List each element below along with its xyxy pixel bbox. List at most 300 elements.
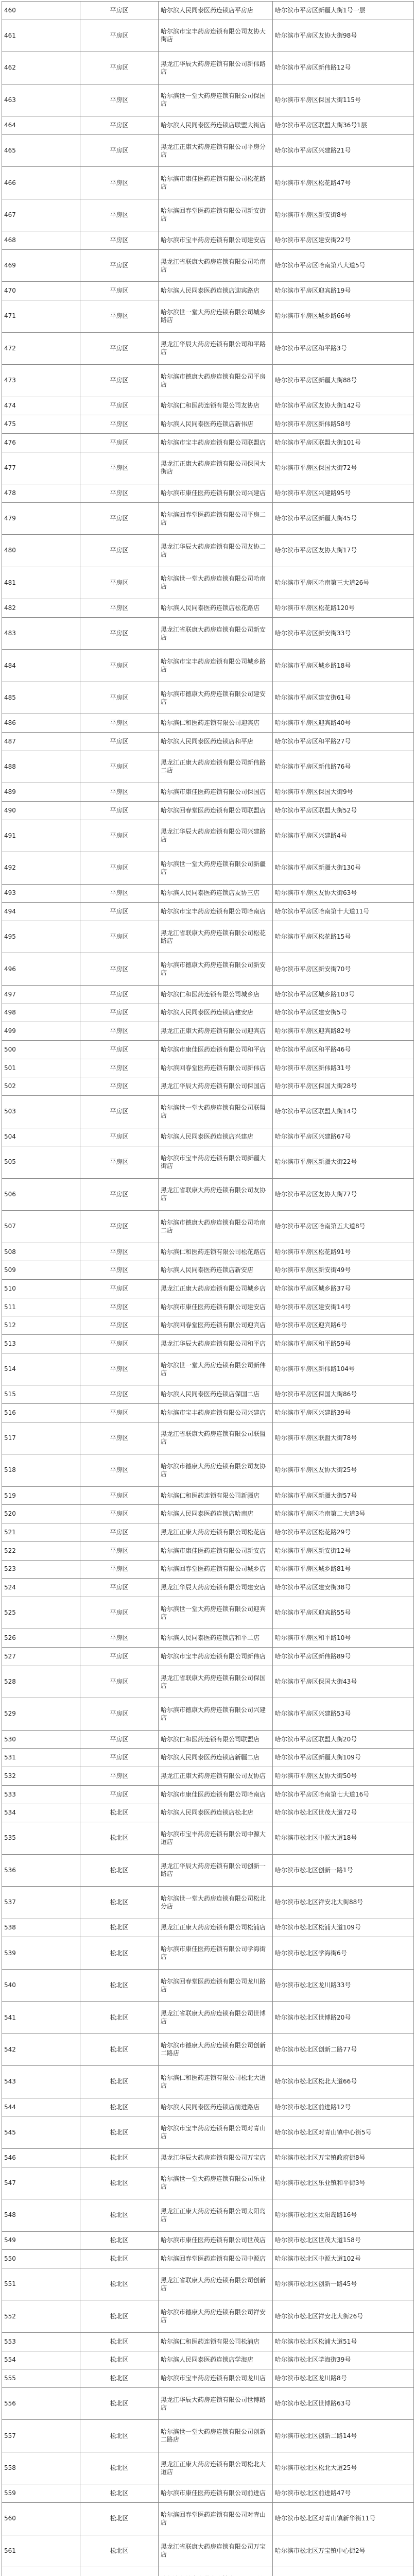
district: 平房区 bbox=[80, 921, 159, 953]
table-row bbox=[2, 714, 414, 733]
pharmacy-name: 哈尔滨回春堂医药连锁有限公司龙川路店 bbox=[159, 1969, 273, 2001]
pharmacy-address: 哈尔滨市平房区建安街14号 bbox=[273, 1298, 414, 1316]
table-row bbox=[2, 1422, 414, 1454]
pharmacy-name: 哈尔滨世一堂大药房连锁有限公司保国店 bbox=[159, 84, 273, 116]
table-row bbox=[2, 1648, 414, 1666]
table-row bbox=[2, 1523, 414, 1542]
row-number: 469 bbox=[2, 249, 80, 281]
pharmacy-address: 哈尔滨市平房区城乡路37号 bbox=[273, 1280, 414, 1298]
pharmacy-name: 黑龙江省联康大药房连锁有限公司万宝店 bbox=[159, 2535, 273, 2567]
pharmacy-address: 哈尔滨市平房区哈南第八大道5号 bbox=[273, 249, 414, 281]
table-row bbox=[2, 1178, 414, 1210]
pharmacy-name: 哈尔滨人民同泰医药连锁店松花路店 bbox=[159, 599, 273, 618]
pharmacy-name: 哈尔滨仁和医药连锁有限公司松浦店 bbox=[159, 2332, 273, 2351]
table-row bbox=[2, 903, 414, 921]
pharmacy-name: 哈尔滨人民同泰医药连锁店新伟店 bbox=[159, 415, 273, 434]
pharmacy-address: 哈尔滨市平房区友协大街63号 bbox=[273, 884, 414, 903]
row-number: 529 bbox=[2, 1698, 80, 1730]
pharmacy-address: 哈尔滨市松北区创新二路77号 bbox=[273, 2033, 414, 2065]
table-row bbox=[2, 2033, 414, 2065]
row-number: 472 bbox=[2, 332, 80, 364]
pharmacy-name: 哈尔滨回春堂医药连锁有限公司对青山店 bbox=[159, 2503, 273, 2535]
table-row bbox=[2, 1353, 414, 1385]
row-number: 481 bbox=[2, 567, 80, 599]
pharmacy-address: 哈尔滨市平房区新伟路104号 bbox=[273, 1353, 414, 1385]
pharmacy-address: 哈尔滨市平房区友协大街142号 bbox=[273, 397, 414, 415]
pharmacy-name: 黑龙江华辰大药房连锁有限公司和平路店 bbox=[159, 332, 273, 364]
pharmacy-address: 哈尔滨市平房区城乡路81号 bbox=[273, 1560, 414, 1579]
district: 松北区 bbox=[80, 1804, 159, 1822]
pharmacy-address: 哈尔滨市平房区友协大街98号 bbox=[273, 20, 414, 52]
pharmacy-address: 哈尔滨市平房区新安街33号 bbox=[273, 617, 414, 649]
table-row bbox=[2, 1730, 414, 1749]
pharmacy-address: 哈尔滨市平房区保国大街115号 bbox=[273, 84, 414, 116]
pharmacy-address: 哈尔滨市平房区和平路10号 bbox=[273, 1629, 414, 1648]
pharmacy-address: 哈尔滨市平房区迎宾路19号 bbox=[273, 282, 414, 300]
pharmacy-name: 哈尔滨市宝丰药房连锁有限公司联盟店 bbox=[159, 433, 273, 452]
row-number: 490 bbox=[2, 801, 80, 820]
pharmacy-address: 哈尔滨市平房区建安街22号 bbox=[273, 231, 414, 250]
row-number: 526 bbox=[2, 1629, 80, 1648]
district: 松北区 bbox=[80, 1969, 159, 2001]
pharmacy-address: 哈尔滨市平房区和平路59号 bbox=[273, 1335, 414, 1353]
district: 松北区 bbox=[80, 2066, 159, 2098]
pharmacy-name: 黑龙江正康大药房连锁有限公司保国大街店 bbox=[159, 452, 273, 484]
table-row bbox=[2, 1505, 414, 1523]
district: 平房区 bbox=[80, 1040, 159, 1059]
pharmacy-name: 黑龙江正康大药房连锁有限公司松北大道店 bbox=[159, 2452, 273, 2484]
row-number: 468 bbox=[2, 231, 80, 250]
pharmacy-name: 哈尔滨仁和医药连锁有限公司联盟店 bbox=[159, 1730, 273, 1749]
row-number: 527 bbox=[2, 1648, 80, 1666]
district: 平房区 bbox=[80, 1785, 159, 1804]
row-number: 550 bbox=[2, 2250, 80, 2268]
table-row bbox=[2, 1298, 414, 1316]
pharmacy-address: 哈尔滨市平房区保国大街43号 bbox=[273, 1666, 414, 1698]
row-number: 508 bbox=[2, 1243, 80, 1261]
table-row bbox=[2, 1560, 414, 1579]
table-row bbox=[2, 1454, 414, 1486]
row-number: 542 bbox=[2, 2033, 80, 2065]
pharmacy-address: 哈尔滨市松北区松浦大道51号 bbox=[273, 2332, 414, 2351]
row-number: 524 bbox=[2, 1579, 80, 1597]
table-row bbox=[2, 1335, 414, 1353]
pharmacy-address: 哈尔滨市平房区联盟大街36号1层 bbox=[273, 116, 414, 135]
pharmacy-name: 黑龙江省联康大药房连锁有限公司世博店 bbox=[159, 2002, 273, 2033]
pharmacy-name: 哈尔滨世一堂大药房连锁有限公司松北分店 bbox=[159, 1887, 273, 1919]
pharmacy-name: 哈尔滨市康佳医药连锁有限公司保国店 bbox=[159, 783, 273, 802]
row-number: 480 bbox=[2, 535, 80, 567]
row-number: 547 bbox=[2, 2167, 80, 2199]
row-number: 541 bbox=[2, 2002, 80, 2033]
row-number: 522 bbox=[2, 1541, 80, 1560]
pharmacy-address: 哈尔滨市平房区建安街5号 bbox=[273, 1004, 414, 1022]
pharmacy-address: 哈尔滨市平房区联盟大街14号 bbox=[273, 1096, 414, 1128]
table-row bbox=[2, 2250, 414, 2268]
row-number: 528 bbox=[2, 1666, 80, 1698]
district: 平房区 bbox=[80, 535, 159, 567]
district: 松北区 bbox=[80, 1822, 159, 1854]
district: 松北区 bbox=[80, 2369, 159, 2388]
table-row bbox=[2, 199, 414, 231]
table-row bbox=[2, 1887, 414, 1919]
table-row bbox=[2, 1969, 414, 2001]
district: 平房区 bbox=[80, 1541, 159, 1560]
row-number: 482 bbox=[2, 599, 80, 618]
district: 松北区 bbox=[80, 2116, 159, 2148]
row-number: 558 bbox=[2, 2452, 80, 2484]
district: 平房区 bbox=[80, 1096, 159, 1128]
district: 平房区 bbox=[80, 1353, 159, 1385]
row-number: 505 bbox=[2, 1146, 80, 1178]
pharmacy-address: 哈尔滨市松北区世博路20号 bbox=[273, 2002, 414, 2033]
table-row bbox=[2, 599, 414, 618]
pharmacy-address: 哈尔滨市松北区太阳岛路16号 bbox=[273, 2199, 414, 2231]
pharmacy-address: 哈尔滨市松北区创新一路1号 bbox=[273, 1854, 414, 1886]
pharmacy-address: 哈尔滨市松北区祥安北大街88号 bbox=[273, 1887, 414, 1919]
row-number: 520 bbox=[2, 1505, 80, 1523]
table-row bbox=[2, 2098, 414, 2116]
table-row bbox=[2, 1486, 414, 1505]
pharmacy-address: 哈尔滨市平房区联盟大街52号 bbox=[273, 801, 414, 820]
pharmacy-address: 哈尔滨市平房区哈南第十大道11号 bbox=[273, 903, 414, 921]
pharmacy-name: 哈尔滨市康佳医药连锁有限公司学海街店 bbox=[159, 1937, 273, 1969]
pharmacy-name: 哈尔滨世一堂大药房连锁有限公司联盟店 bbox=[159, 1096, 273, 1128]
district: 平房区 bbox=[80, 1454, 159, 1486]
pharmacy-address: 哈尔滨市松北区世茂大道158号 bbox=[273, 2231, 414, 2250]
table-row bbox=[2, 167, 414, 199]
row-number: 539 bbox=[2, 1937, 80, 1969]
district: 平房区 bbox=[80, 300, 159, 332]
table-row bbox=[2, 2567, 414, 2576]
pharmacy-address: 哈尔滨市松北区龙川路33号 bbox=[273, 1969, 414, 2001]
pharmacy-address: 哈尔滨市平房区城乡路103号 bbox=[273, 985, 414, 1004]
pharmacy-name: 哈尔滨人民同泰医药连锁店前进路店 bbox=[159, 2098, 273, 2116]
district: 平房区 bbox=[80, 1298, 159, 1316]
district: 平房区 bbox=[80, 714, 159, 733]
pharmacy-name: 哈尔滨市宝丰药房连锁有限公司兴建店 bbox=[159, 1404, 273, 1422]
pharmacy-address: 哈尔滨市平房区保国大街9号 bbox=[273, 783, 414, 802]
table-row bbox=[2, 852, 414, 884]
row-number: 499 bbox=[2, 1022, 80, 1041]
pharmacy-address: 哈尔滨市平房区兴建路53号 bbox=[273, 1698, 414, 1730]
district: 平房区 bbox=[80, 783, 159, 802]
pharmacy-address: 哈尔滨市松北区中源大道18号 bbox=[273, 1822, 414, 1854]
pharmacy-name: 哈尔滨市宝丰药房连锁有限公司建安店 bbox=[159, 231, 273, 250]
district: 平房区 bbox=[80, 1280, 159, 1298]
pharmacy-name: 哈尔滨人民同泰医药连锁店学海店 bbox=[159, 2351, 273, 2369]
table-row bbox=[2, 801, 414, 820]
pharmacy-address: 哈尔滨市松北区万宝镇政府街8号 bbox=[273, 2148, 414, 2167]
row-number: 536 bbox=[2, 1854, 80, 1886]
district: 平房区 bbox=[80, 249, 159, 281]
pharmacy-name: 哈尔滨人民同泰医药连锁店联盟大街店 bbox=[159, 116, 273, 135]
district: 平房区 bbox=[80, 1629, 159, 1648]
table-row bbox=[2, 415, 414, 434]
table-row bbox=[2, 2116, 414, 2148]
pharmacy-address: 哈尔滨市松北区祥安北大街26号 bbox=[273, 2300, 414, 2332]
row-number: 555 bbox=[2, 2369, 80, 2388]
pharmacy-name: 黑龙江华辰大药房连锁有限公司兴建路店 bbox=[159, 820, 273, 852]
pharmacy-address: 哈尔滨市平房区新疆大街22号 bbox=[273, 1146, 414, 1178]
pharmacy-name: 哈尔滨人民同泰医药连锁店建安店 bbox=[159, 1004, 273, 1022]
district: 松北区 bbox=[80, 2268, 159, 2300]
pharmacy-address: 哈尔滨市松北区松北大道66号 bbox=[273, 2066, 414, 2098]
pharmacy-address: 哈尔滨市平房区松花路47号 bbox=[273, 167, 414, 199]
row-number: 485 bbox=[2, 682, 80, 714]
row-number: 467 bbox=[2, 199, 80, 231]
row-number: 517 bbox=[2, 1422, 80, 1454]
district: 松北区 bbox=[80, 2250, 159, 2268]
district: 松北区 bbox=[80, 2231, 159, 2250]
pharmacy-name: 黑龙江省联康大药房连锁有限公司联盟店 bbox=[159, 1422, 273, 1454]
table-row bbox=[2, 1243, 414, 1261]
row-number: 514 bbox=[2, 1353, 80, 1385]
pharmacy-address: 哈尔滨市平房区和平路46号 bbox=[273, 1040, 414, 1059]
table-row bbox=[2, 1040, 414, 1059]
pharmacy-name: 哈尔滨世一堂大药房连锁有限公司迎宾店 bbox=[159, 1597, 273, 1629]
row-number: 549 bbox=[2, 2231, 80, 2250]
district: 松北区 bbox=[80, 2484, 159, 2503]
pharmacy-name: 哈尔滨市康佳医药连锁有限公司建安店 bbox=[159, 1298, 273, 1316]
pharmacy-name: 哈尔滨仁和医药连锁有限公司新疆店 bbox=[159, 1486, 273, 1505]
table-row bbox=[2, 1579, 414, 1597]
district: 平房区 bbox=[80, 1335, 159, 1353]
district: 平房区 bbox=[80, 1560, 159, 1579]
pharmacy-address: 哈尔滨市平房区兴建路4号 bbox=[273, 820, 414, 852]
pharmacy-address: 哈尔滨市平房区哈南第二大道3号 bbox=[273, 1505, 414, 1523]
district: 松北区 bbox=[80, 2098, 159, 2116]
pharmacy-address: 哈尔滨市松北区对青山镇新华街11号 bbox=[273, 2503, 414, 2535]
pharmacy-name: 哈尔滨回春堂医药连锁有限公司新安街店 bbox=[159, 199, 273, 231]
table-row bbox=[2, 535, 414, 567]
row-number: 465 bbox=[2, 134, 80, 166]
pharmacy-name: 哈尔滨市德康大药房连锁有限公司兴建店 bbox=[159, 1698, 273, 1730]
table-row bbox=[2, 2332, 414, 2351]
row-number: 489 bbox=[2, 783, 80, 802]
district: 平房区 bbox=[80, 801, 159, 820]
document-sheet bbox=[2, 1, 413, 2576]
pharmacy-address: 哈尔滨市平房区哈南第七大道16号 bbox=[273, 1785, 414, 1804]
pharmacy-address: 哈尔滨市松北区学海街39号 bbox=[273, 2351, 414, 2369]
pharmacy-address: 哈尔滨市平房区联盟大街78号 bbox=[273, 1422, 414, 1454]
pharmacy-address: 哈尔滨市平房区新安街8号 bbox=[273, 199, 414, 231]
pharmacy-name: 黑龙江正康大药房连锁有限公司松浦店 bbox=[159, 1919, 273, 1937]
pharmacy-name: 黑龙江华辰大药房连锁有限公司创新一路店 bbox=[159, 1854, 273, 1886]
pharmacy-name: 黑龙江省联康大药房连锁有限公司保国店 bbox=[159, 1666, 273, 1698]
row-number: 507 bbox=[2, 1211, 80, 1243]
row-number: 516 bbox=[2, 1404, 80, 1422]
table-row bbox=[2, 2231, 414, 2250]
table-row bbox=[2, 300, 414, 332]
pharmacy-address: 哈尔滨市平房区新疆大街57号 bbox=[273, 1486, 414, 1505]
pharmacy-name: 黑龙江省联康大药房连锁有限公司松花路店 bbox=[159, 921, 273, 953]
pharmacy-address: 哈尔滨市平房区友协大街50号 bbox=[273, 1767, 414, 1786]
district: 平房区 bbox=[80, 1597, 159, 1629]
pharmacy-name: 黑龙江省联康大药房连锁有限公司创新店 bbox=[159, 2268, 273, 2300]
district: 平房区 bbox=[80, 682, 159, 714]
pharmacy-name: 哈尔滨回春堂医药连锁有限公司迎宾店 bbox=[159, 1316, 273, 1335]
row-number: 551 bbox=[2, 2268, 80, 2300]
district: 松北区 bbox=[80, 2300, 159, 2332]
pharmacy-name: 哈尔滨市德康大药房连锁有限公司祥安店 bbox=[159, 2300, 273, 2332]
table-row bbox=[2, 1629, 414, 1648]
pharmacy-name: 哈尔滨人民同泰医药连锁店松北店 bbox=[159, 1804, 273, 1822]
district: 松北区 bbox=[80, 1919, 159, 1937]
district: 平房区 bbox=[80, 1579, 159, 1597]
pharmacy-name: 哈尔滨人民同泰医药连锁店保国二店 bbox=[159, 1385, 273, 1404]
pharmacy-address: 哈尔滨市松北区松北大道25号 bbox=[273, 2452, 414, 2484]
pharmacy-name: 哈尔滨市德康大药房连锁有限公司平房店 bbox=[159, 365, 273, 397]
row-number: 486 bbox=[2, 714, 80, 733]
pharmacy-name: 哈尔滨回春堂医药连锁有限公司新伟店 bbox=[159, 1059, 273, 1077]
pharmacy-address: 哈尔滨市松北区中源大道102号 bbox=[273, 2250, 414, 2268]
pharmacy-name: 哈尔滨市宝丰药房连锁有限公司新伟店 bbox=[159, 1648, 273, 1666]
table-row bbox=[2, 2351, 414, 2369]
pharmacy-address: 哈尔滨市平房区新伟路76号 bbox=[273, 751, 414, 783]
table-row bbox=[2, 1804, 414, 1822]
table-row bbox=[2, 502, 414, 534]
table-row bbox=[2, 484, 414, 503]
district: 平房区 bbox=[80, 1146, 159, 1178]
row-number: 548 bbox=[2, 2199, 80, 2231]
row-number: 519 bbox=[2, 1486, 80, 1505]
table-row bbox=[2, 1004, 414, 1022]
district: 平房区 bbox=[80, 1022, 159, 1041]
pharmacy-name: 哈尔滨仁和医药连锁有限公司友协店 bbox=[159, 397, 273, 415]
district: 平房区 bbox=[80, 1243, 159, 1261]
row-number: 477 bbox=[2, 452, 80, 484]
district: 平房区 bbox=[80, 52, 159, 84]
pharmacy-name: 黑龙江华辰大药房连锁有限公司建安店 bbox=[159, 1579, 273, 1597]
pharmacy-name: 哈尔滨世一堂大药房连锁有限公司新伟店 bbox=[159, 1353, 273, 1385]
row-number: 510 bbox=[2, 1280, 80, 1298]
table-row bbox=[2, 2484, 414, 2503]
district: 平房区 bbox=[80, 1404, 159, 1422]
row-number: 494 bbox=[2, 903, 80, 921]
row-number: 553 bbox=[2, 2332, 80, 2351]
table-row bbox=[2, 820, 414, 852]
table-row bbox=[2, 365, 414, 397]
pharmacy-address: 哈尔滨市平房区建安街61号 bbox=[273, 682, 414, 714]
pharmacy-address: 哈尔滨市平房区兴建路95号 bbox=[273, 484, 414, 503]
table-row bbox=[2, 134, 414, 166]
row-number: 492 bbox=[2, 852, 80, 884]
pharmacy-name: 哈尔滨市宝丰药房连锁有限公司对青山店 bbox=[159, 2116, 273, 2148]
row-number: 509 bbox=[2, 1261, 80, 1280]
pharmacy-address: 哈尔滨市松北区创新一路45号 bbox=[273, 2268, 414, 2300]
row-number: 518 bbox=[2, 1454, 80, 1486]
district: 平房区 bbox=[80, 884, 159, 903]
district: 平房区 bbox=[80, 751, 159, 783]
pharmacy-name: 黑龙江正康大药房连锁有限公司城乡店 bbox=[159, 1280, 273, 1298]
district: 松北区 bbox=[80, 1887, 159, 1919]
table-row bbox=[2, 1785, 414, 1804]
pharmacy-name: 哈尔滨世一堂大药房连锁有限公司哈南店 bbox=[159, 567, 273, 599]
pharmacy-name: 哈尔滨人民同泰医药连锁店迎宾路店 bbox=[159, 282, 273, 300]
pharmacy-name: 哈尔滨世一堂大药房连锁有限公司创新二路店 bbox=[159, 2420, 273, 2452]
pharmacy-address: 哈尔滨市平房区和平路27号 bbox=[273, 733, 414, 751]
row-number: 460 bbox=[2, 2, 80, 20]
row-number: 478 bbox=[2, 484, 80, 503]
pharmacy-name: 哈尔滨仁和医药连锁有限公司迎宾店 bbox=[159, 714, 273, 733]
row-number: 545 bbox=[2, 2116, 80, 2148]
table-row bbox=[2, 116, 414, 135]
pharmacy-address: 哈尔滨市平房区城乡路18号 bbox=[273, 650, 414, 682]
district: 平房区 bbox=[80, 1749, 159, 1767]
pharmacy-address: 哈尔滨市平房区友协大街17号 bbox=[273, 535, 414, 567]
pharmacy-name: 哈尔滨市宝丰药房连锁有限公司新疆大街店 bbox=[159, 1146, 273, 1178]
district: 平房区 bbox=[80, 502, 159, 534]
district: 平房区 bbox=[80, 433, 159, 452]
row-number: 535 bbox=[2, 1822, 80, 1854]
pharmacy-name: 哈尔滨回春堂医药连锁有限公司平房二店 bbox=[159, 502, 273, 534]
district: 松北区 bbox=[80, 2452, 159, 2484]
district: 平房区 bbox=[80, 1523, 159, 1542]
pharmacy-name: 黑龙江正康大药房连锁有限公司友协店 bbox=[159, 1767, 273, 1786]
pharmacy-address: 哈尔滨市松北区创新二路14号 bbox=[273, 2420, 414, 2452]
pharmacy-address: 哈尔滨市平房区新疆大街130号 bbox=[273, 852, 414, 884]
table-row bbox=[2, 2420, 414, 2452]
table-row bbox=[2, 1059, 414, 1077]
pharmacy-address: 哈尔滨市平房区兴建路67号 bbox=[273, 1128, 414, 1146]
district: 平房区 bbox=[80, 1261, 159, 1280]
district: 平房区 bbox=[80, 365, 159, 397]
pharmacy-name: 哈尔滨人民同泰医药连锁店新安店 bbox=[159, 1261, 273, 1280]
district: 松北区 bbox=[80, 1937, 159, 1969]
table-row bbox=[2, 617, 414, 649]
pharmacy-address: 哈尔滨市平房区新伟路58号 bbox=[273, 415, 414, 434]
district: 平房区 bbox=[80, 1385, 159, 1404]
pharmacy-address: 哈尔滨市平房区兴建路39号 bbox=[273, 1404, 414, 1422]
table-row bbox=[2, 433, 414, 452]
district: 平房区 bbox=[80, 953, 159, 985]
pharmacy-address: 哈尔滨市平房区兴建路21号 bbox=[273, 134, 414, 166]
pharmacy-address: 哈尔滨市平房区保国大街28号 bbox=[273, 1077, 414, 1096]
row-number: 506 bbox=[2, 1178, 80, 1210]
table-row bbox=[2, 397, 414, 415]
district: 松北区 bbox=[80, 2387, 159, 2419]
pharmacy-address: 哈尔滨市平房区新伟路89号 bbox=[273, 1648, 414, 1666]
row-number: 500 bbox=[2, 1040, 80, 1059]
district: 平房区 bbox=[80, 397, 159, 415]
pharmacy-address: 哈尔滨市平房区新疆大街1号一层 bbox=[273, 2, 414, 20]
district: 松北区 bbox=[80, 1854, 159, 1886]
district: 平房区 bbox=[80, 1767, 159, 1786]
table-row bbox=[2, 1854, 414, 1886]
pharmacy-address: 哈尔滨市平房区新疆大街88号 bbox=[273, 365, 414, 397]
pharmacy-address: 哈尔滨市平房区新安街70号 bbox=[273, 953, 414, 985]
pharmacy-name: 哈尔滨市德康大药房连锁有限公司新安店 bbox=[159, 953, 273, 985]
pharmacy-name: 黑龙江正康大药房连锁有限公司松花店 bbox=[159, 1523, 273, 1542]
district bbox=[80, 2567, 159, 2576]
pharmacy-name: 黑龙江正康大药房连锁有限公司平房分店 bbox=[159, 134, 273, 166]
pharmacy-name: 黑龙江华辰大药房连锁有限公司万宝店 bbox=[159, 2148, 273, 2167]
row-number: 513 bbox=[2, 1335, 80, 1353]
row-number: 511 bbox=[2, 1298, 80, 1316]
pharmacy-name: 哈尔滨回春堂医药连锁有限公司中源店 bbox=[159, 2250, 273, 2268]
table-row bbox=[2, 2452, 414, 2484]
table-row bbox=[2, 452, 414, 484]
pharmacy-name: 哈尔滨人民同泰医药连锁店哈南店 bbox=[159, 1505, 273, 1523]
row-number: 515 bbox=[2, 1385, 80, 1404]
district: 松北区 bbox=[80, 2199, 159, 2231]
pharmacy-name: 哈尔滨人民同泰医药连锁店友协三店 bbox=[159, 884, 273, 903]
table-row bbox=[2, 884, 414, 903]
pharmacy-name: 哈尔滨市宝丰药房连锁有限公司哈南店 bbox=[159, 903, 273, 921]
table-row bbox=[2, 1919, 414, 1937]
district: 平房区 bbox=[80, 1648, 159, 1666]
